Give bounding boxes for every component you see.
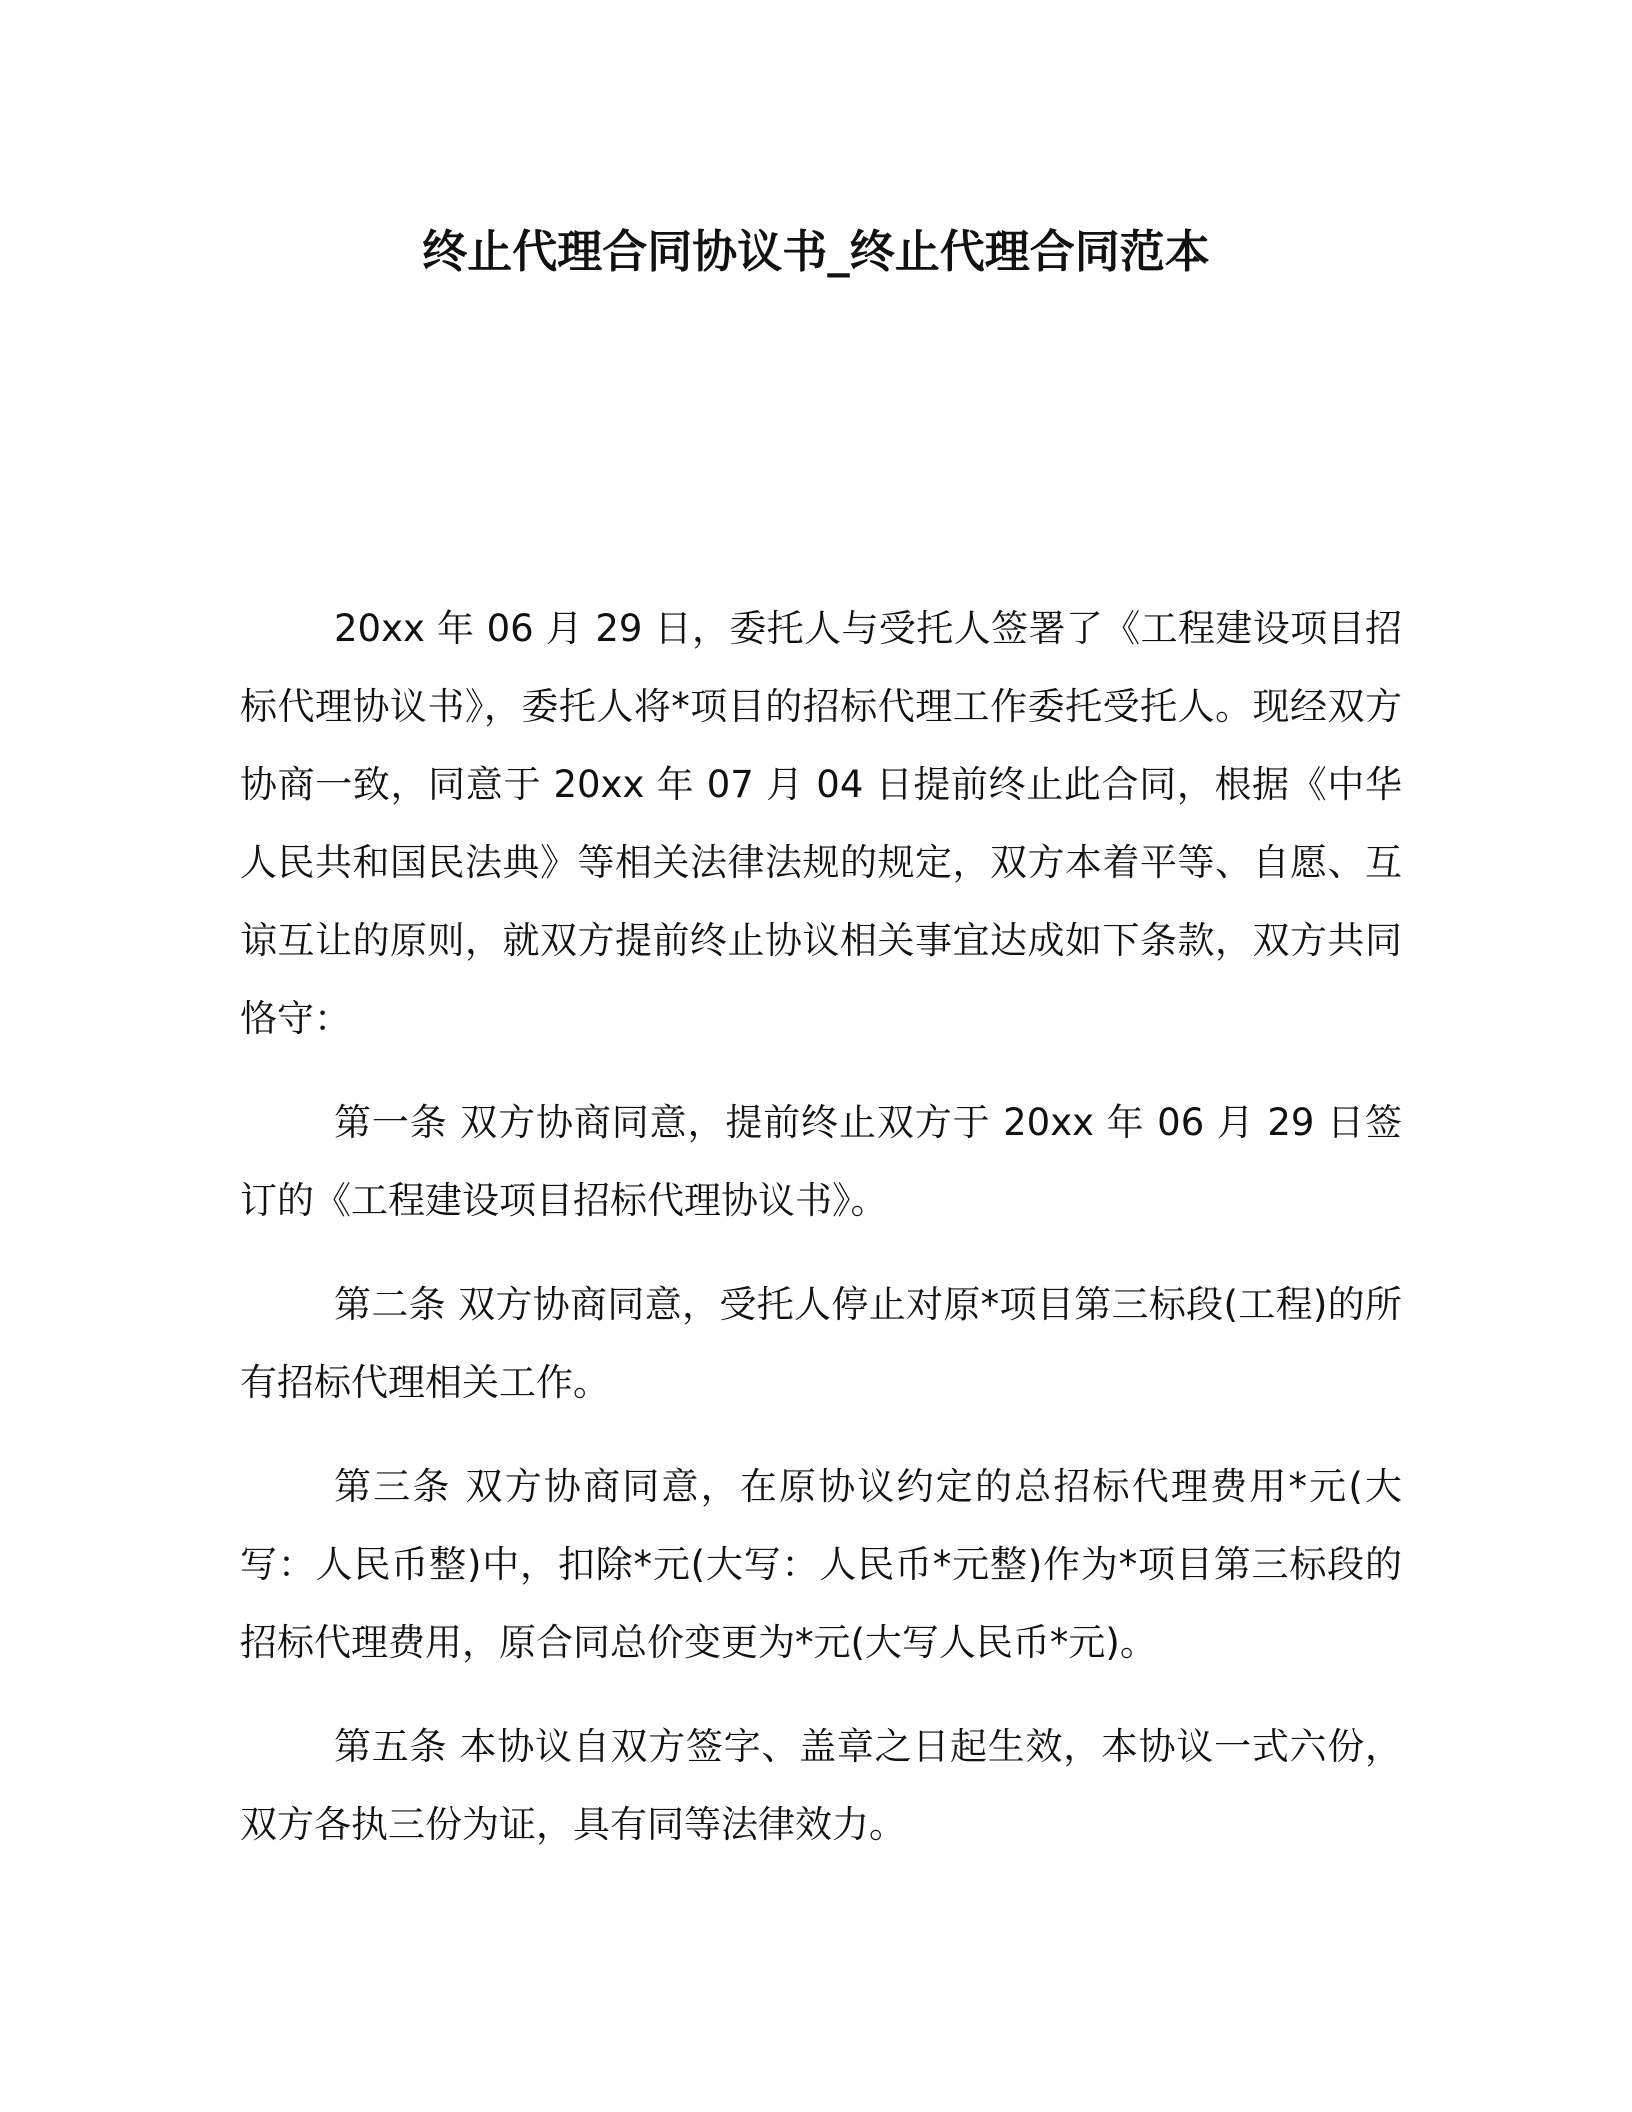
document-body bbox=[240, 590, 1402, 1890]
intro-paragraph: 20xx 年 06 月 29 日，委托人与受托人签署了《工程建设项目招标代理协议书》，委托人将*项目的招标代理工作委托受托人。现经双方协商一致，同意于 20xx 年 07 月 04 日提前终止此合同，根据《中华人民共和国民法典》等相关法律法规的规定，双方本着平等、自愿、互谅互让的原则，就双方提前终止协议相关事宜达成如下条款，双方共同恪守： bbox=[240, 607, 1402, 1040]
article-5-paragraph: 第五条 本协议自双方签字、盖章之日起生效，本协议一式六份，双方各执三份为证，具有同等法律效力。 bbox=[240, 1725, 1402, 1846]
document-title: 终止代理合同协议书_终止代理合同范本 bbox=[422, 225, 1210, 278]
article-2-paragraph: 第二条 双方协商同意，受托人停止对原*项目第三标段(工程)的所有招标代理相关工作。 bbox=[240, 1283, 1402, 1404]
article-3-paragraph: 第三条 双方协商同意，在原协议约定的总招标代理费用*元(大写：人民币整)中，扣除*元(大写：人民币*元整)作为*项目第三标段的招标代理费用，原合同总价变更为*元(大写人民币*元)。 bbox=[240, 1465, 1402, 1664]
article-1-paragraph: 第一条 双方协商同意，提前终止双方于 20xx 年 06 月 29 日签订的《工程建设项目招标代理协议书》。 bbox=[240, 1101, 1402, 1222]
